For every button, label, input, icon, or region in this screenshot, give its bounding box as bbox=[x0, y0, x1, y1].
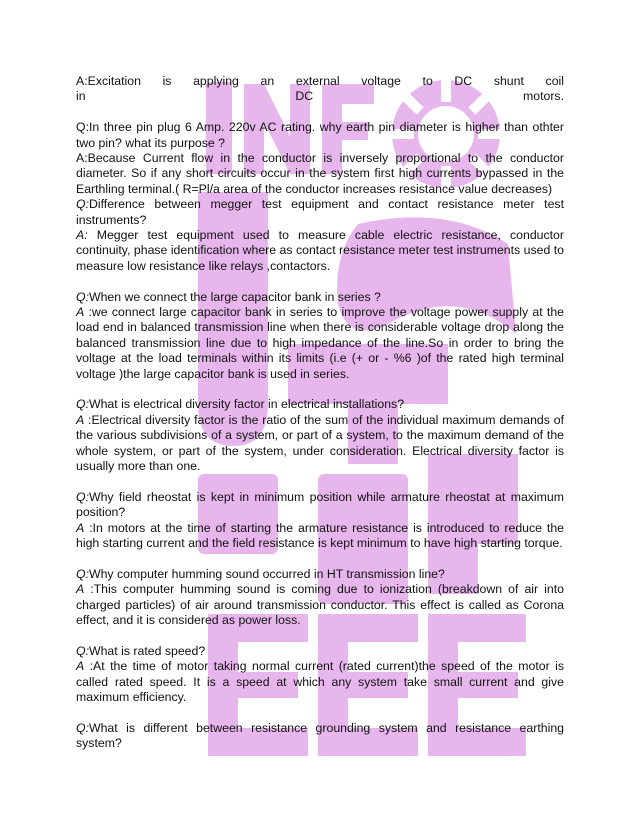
answer-prefix: A: bbox=[76, 228, 88, 243]
text-line: A:Excitation is applying an external voltage to DC shunt coil bbox=[76, 74, 564, 88]
qa-field-rheostat bbox=[76, 490, 564, 552]
question-text: Why computer humming sound occurred in HT transmission line? bbox=[88, 566, 445, 581]
question-text: What is electrical diversity factor in electrical installations? bbox=[88, 397, 405, 412]
answer-text: A:Because Current flow in the conductor is inversely proportional to the conductor diameter. So if any short circuits occur in the system first high currents bypassed in the Earthling terminal.( R=Pl/a area of the conductor increases resistance value decreases) bbox=[76, 151, 564, 196]
qa-grounding-vs-earthing bbox=[76, 721, 564, 752]
answer-text: :Electrical diversity factor is the ratio of the sum of the individual maximum demands of the various subdivisions of a system, or part of a system, to the maximum demand of the whole system, or part of the system, under consideration. Electrical diversity factor is usually more than one. bbox=[76, 412, 564, 474]
qa-diversity-factor bbox=[76, 397, 564, 474]
answer-text: Megger test equipment used to measure cable electric resistance, conductor continuity, phase identification where as contact resistance meter test instruments used to measure low resistance like relays ,contactors. bbox=[76, 228, 564, 273]
answer-prefix: A bbox=[76, 659, 85, 674]
answer-prefix: A bbox=[76, 305, 85, 320]
question-prefix: Q: bbox=[76, 720, 89, 735]
qa-rated-speed bbox=[76, 644, 564, 706]
question-text: What is different between resistance grounding system and resistance earthing system? bbox=[76, 720, 564, 751]
qa-capacitor-bank bbox=[76, 290, 564, 382]
qa-megger bbox=[76, 197, 564, 274]
paragraph-earth-pin-question bbox=[76, 120, 564, 151]
question-prefix: Q: bbox=[76, 566, 89, 581]
question-text: Q:In three pin plug 6 Amp. 220v AC rating. why earth pin diameter is higher than othter two pin? what its purpose ? bbox=[76, 120, 564, 150]
question-text: When we connect the large capacitor bank in series ? bbox=[88, 289, 381, 304]
answer-text: :In motors at the time of starting the armature resistance is introduced to reduce the high starting current and the field resistance is kept minimum to have high starting torque. bbox=[76, 520, 564, 551]
paragraph-earth-pin-answer bbox=[76, 151, 564, 197]
question-prefix: Q: bbox=[76, 397, 89, 412]
question-prefix: Q: bbox=[76, 289, 89, 304]
paragraph-excitation-answer bbox=[76, 74, 564, 105]
qa-text-block bbox=[76, 74, 564, 752]
question-text: Difference between megger test equipment and contact resistance meter test instruments? bbox=[76, 197, 564, 227]
question-text: What is rated speed? bbox=[88, 643, 206, 658]
answer-prefix: A bbox=[76, 412, 85, 427]
answer-prefix: A bbox=[76, 582, 85, 597]
text-line: in DC motors. bbox=[76, 89, 564, 104]
answer-prefix: A bbox=[76, 520, 85, 535]
question-text: Why field rheostat is kept in minimum position while armature rheostat at maximum position? bbox=[76, 489, 564, 520]
qa-humming-sound bbox=[76, 567, 564, 629]
question-prefix: Q: bbox=[76, 489, 89, 504]
question-prefix: Q: bbox=[76, 643, 89, 658]
question-prefix: Q: bbox=[76, 197, 89, 212]
answer-text: :we connect large capacitor bank in series to improve the voltage power supply at the load end in balanced transmission line when there is considerable voltage drop along the balanced transmission line due to high impedance of the line.So in order to bring the voltage at the load terminals within its limits (i.e (+ or - %6 )of the rated high terminal voltage )the large capacitor bank is used in series. bbox=[76, 305, 564, 381]
answer-text: :At the time of motor taking normal current (rated current)the speed of the motor is called rated speed. It is a speed at which any system take small current and give maximum efficiency. bbox=[76, 659, 564, 705]
answer-text: :This computer humming sound is coming due to ionization (breakdown of air into charged particles) of air around transmission conductor. This effect is called as Corona effect, and it is considered as power loss. bbox=[76, 582, 564, 628]
